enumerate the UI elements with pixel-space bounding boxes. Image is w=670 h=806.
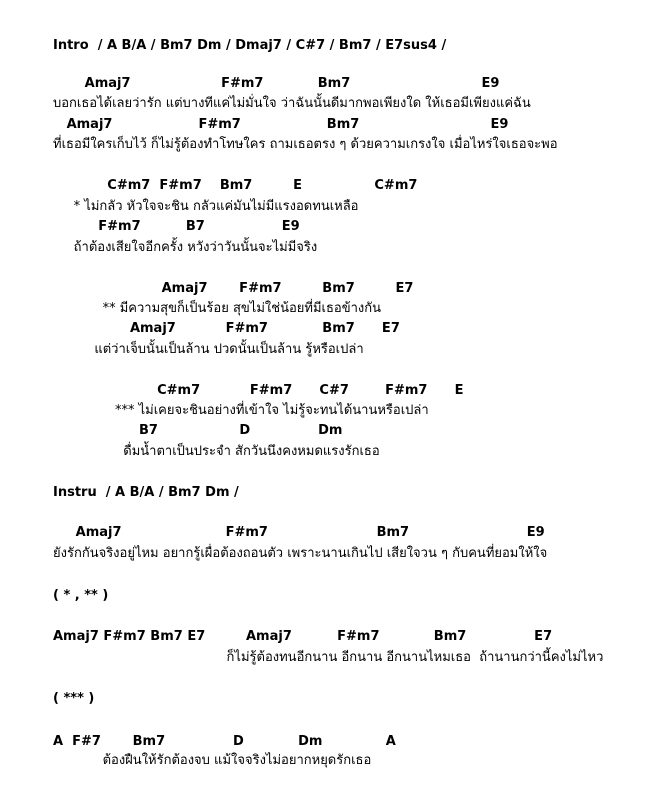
- chord-line: F#m7 B7 E9: [53, 219, 300, 234]
- chord-line: A F#7 Bm7 D Dm A: [53, 734, 396, 749]
- chord-line: C#m7 F#m7 Bm7 E C#m7: [53, 178, 418, 193]
- chord-line: Amaj7 F#m7 Bm7 E9: [53, 76, 500, 91]
- repeat-marker: ( *** ): [53, 691, 95, 706]
- lyric-line: ก็ไม่รู้ต้องทนอีกนาน อีกนาน อีกนานไหมเธอ ถ้านานกว่านี้คงไม่ไหว: [53, 650, 604, 665]
- chord-line: Amaj7 F#m7 Bm7 E7: [53, 281, 414, 296]
- lyric-line: * ไม่กลัว หัวใจจะชิน กลัวแค่มันไม่มีแรงอดทนเหลือ: [53, 199, 359, 214]
- repeat-marker: ( * , ** ): [53, 588, 109, 603]
- chord-line: B7 D Dm: [53, 423, 343, 438]
- lyric-line: ยังรักกันจริงอยู่ไหม อยากรู้เผื่อต้องถอนตัว เพราะนานเกินไป เสียใจวน ๆ กับคนที่ยอมให้ใจ: [53, 546, 548, 561]
- lyric-line: ถ้าต้องเสียใจอีกครั้ง หวังว่าวันนั้นจะไม่มีจริง: [53, 240, 318, 255]
- lyric-line: แต่ว่าเจ็บนั้นเป็นล้าน ปวดนั้นเป็นล้าน รู้หรือเปล่า: [53, 342, 364, 357]
- lyric-line: ดื่มน้ำตาเป็นประจำ สักวันนึงคงหมดแรงรักเธอ: [53, 444, 380, 459]
- intro-line: Intro / A B/A / Bm7 Dm / Dmaj7 / C#7 / Bm7 / E7sus4 /: [53, 38, 447, 53]
- chord-line: Amaj7 F#m7 Bm7 E7: [53, 321, 400, 336]
- chord-line: Amaj7 F#m7 Bm7 E9: [53, 117, 509, 132]
- lyric-line: ต้องฝืนให้รักต้องจบ แม้ใจจริงไม่อยากหยุดรักเธอ: [53, 753, 372, 768]
- lyric-line: ที่เธอมีใครเก็บไว้ ก็ไม่รู้ต้องทำโทษใคร ถามเธอตรง ๆ ด้วยความเกรงใจ เมื่อไหร่ใจเธอจะพอ: [53, 137, 558, 152]
- instru-line: Instru / A B/A / Bm7 Dm /: [53, 485, 239, 500]
- lyric-line: บอกเธอได้เลยว่ารัก แต่บางทีแค่ไม่มั่นใจ ว่าฉันนั้นดีมากพอเพียงใด ให้เธอมีเพียงแค่ฉัน: [53, 96, 531, 111]
- chord-line: Amaj7 F#m7 Bm7 E7 Amaj7 F#m7 Bm7 E7: [53, 629, 553, 644]
- chord-line: C#m7 F#m7 C#7 F#m7 E: [53, 383, 464, 398]
- lyric-line: *** ไม่เคยจะชินอย่างที่เข้าใจ ไม่รู้จะทนได้นานหรือเปล่า: [53, 403, 429, 418]
- chord-line: Amaj7 F#m7 Bm7 E9: [53, 525, 545, 540]
- lyric-line: ** มีความสุขก็เป็นร้อย สุขไม่ใช่น้อยที่มีเธอข้างกัน: [53, 301, 381, 316]
